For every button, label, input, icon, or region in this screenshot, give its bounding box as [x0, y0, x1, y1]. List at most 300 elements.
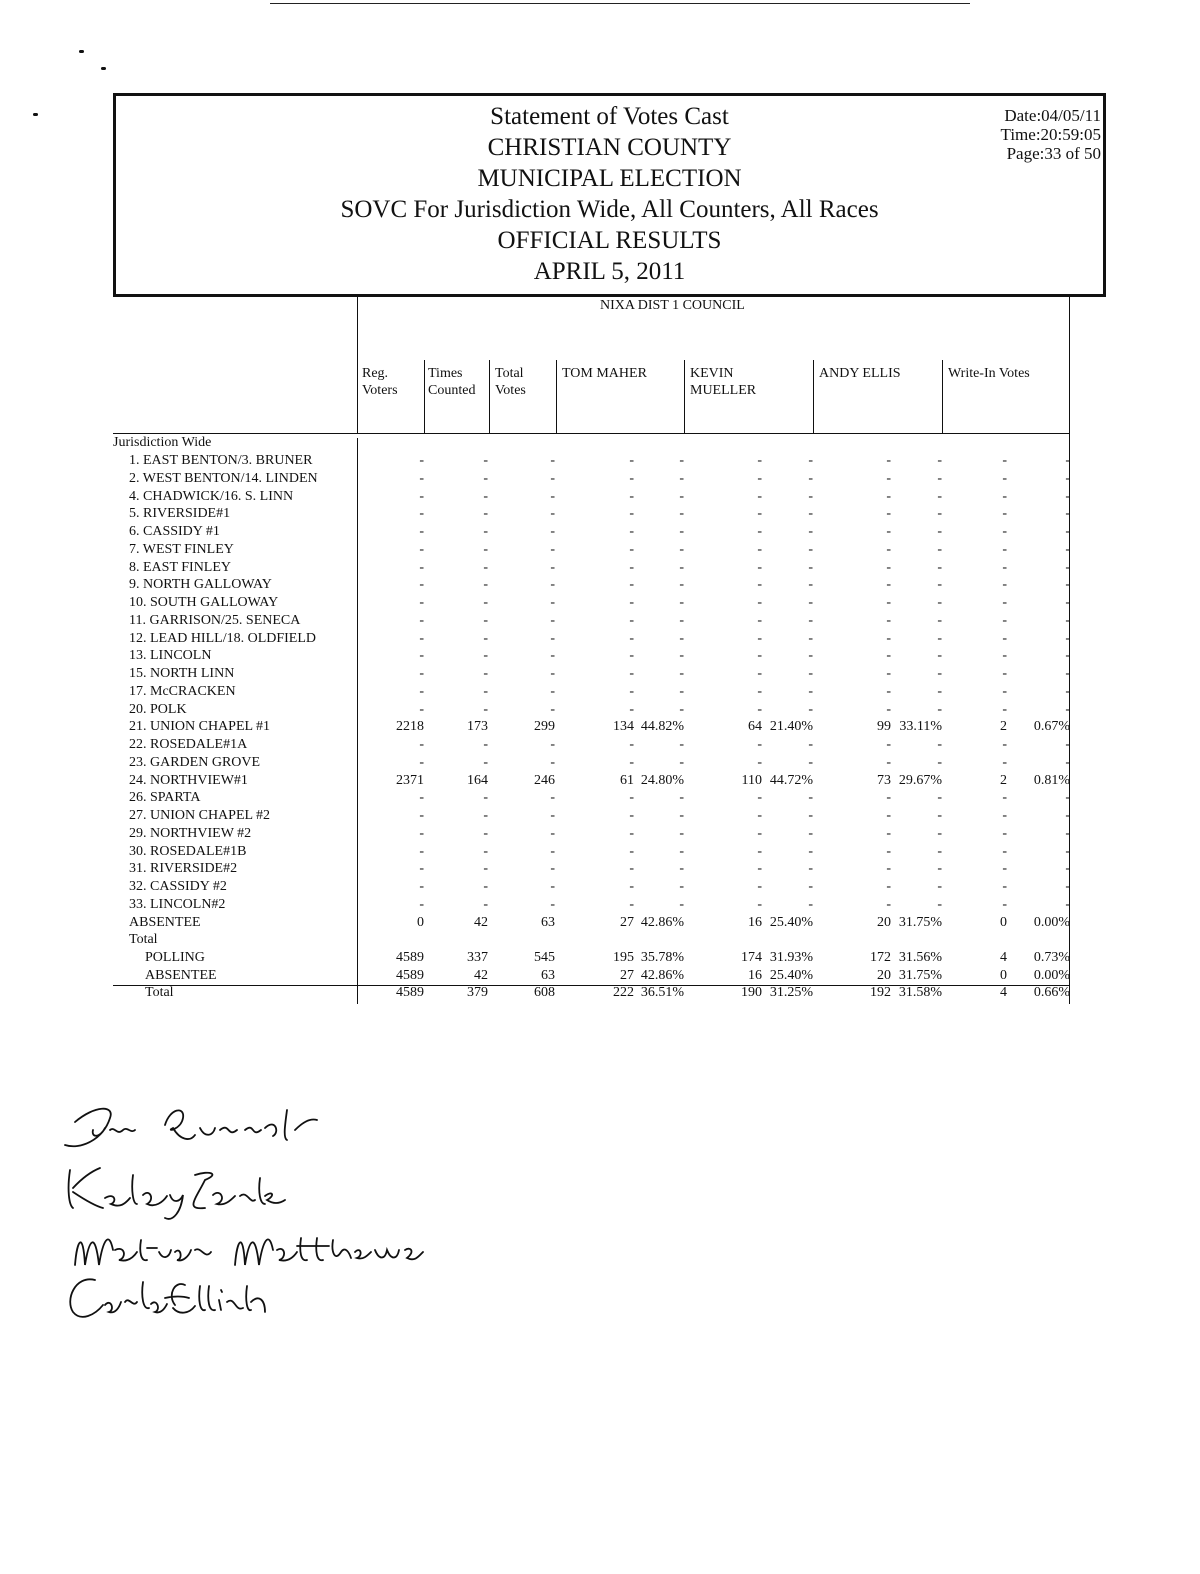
table-row-times-counted: 42	[474, 914, 488, 930]
table-row-maher-votes: -	[629, 896, 634, 912]
table-row-writein-votes: -	[1002, 648, 1007, 664]
table-row-writein-votes: 0	[1000, 914, 1007, 930]
table-row-maher-pct: -	[679, 879, 684, 894]
absentee-total-row-mueller-votes: 16	[748, 967, 762, 983]
table-row-maher-pct: 42.86%	[640, 914, 684, 930]
table-row-label: 21. UNION CHAPEL #1	[129, 719, 271, 735]
table-row-mueller-pct: -	[808, 595, 813, 610]
column-rule	[684, 360, 685, 433]
table-row-reg-voters: -	[419, 577, 424, 593]
table-row-ellis-pct: -	[937, 683, 942, 699]
table-row-ellis-votes: -	[886, 896, 891, 912]
table-row-writein-pct: -	[1065, 825, 1070, 841]
table-row-maher-votes: -	[629, 879, 634, 894]
table-row-writein-pct: -	[1065, 666, 1070, 681]
table-row-writein-votes: -	[1002, 666, 1007, 681]
table-row-label: 23. GARDEN GROVE	[129, 754, 261, 770]
table-row-writein-pct: -	[1065, 612, 1070, 628]
table-row-ellis-votes: -	[886, 879, 891, 894]
column-rule	[556, 360, 557, 433]
table-row-label: 24. NORTHVIEW#1	[129, 772, 248, 788]
report-scope: SOVC For Jurisdiction Wide, All Counters, All Races	[340, 196, 879, 223]
table-row-ellis-votes: -	[886, 630, 891, 646]
table-row-maher-pct: -	[679, 506, 684, 522]
table-row-writein-votes: 2	[1000, 719, 1007, 735]
table-row-writein-pct: -	[1065, 861, 1070, 877]
column-rule	[357, 438, 358, 1004]
table-row-times-counted: -	[483, 843, 488, 859]
grand-total-row-maher-pct: 36.51%	[640, 984, 684, 1000]
table-row-writein-votes: -	[1002, 825, 1007, 841]
table-row-maher-votes: -	[629, 808, 634, 823]
print-date: Date:04/05/11	[1004, 106, 1101, 125]
table-row-mueller-pct: -	[808, 470, 813, 486]
grand-total-row-mueller-pct: 31.25%	[769, 984, 813, 1000]
scan-speck	[101, 67, 106, 70]
absentee-total-row-maher-pct: 42.86%	[640, 967, 684, 983]
table-row-label: 15. NORTH LINN	[129, 666, 235, 681]
report-header	[113, 93, 1106, 297]
table-row-maher-votes: -	[629, 612, 634, 628]
absentee-total-row-writein-pct: 0.00%	[1033, 967, 1070, 983]
table-row-label: 32. CASSIDY #2	[129, 879, 227, 894]
table-row-writein-pct: -	[1065, 701, 1070, 717]
table-row-mueller-pct: 44.72%	[769, 772, 813, 788]
table-row-ellis-votes: -	[886, 737, 891, 752]
col-candidate-kevin-mueller: KEVIN MUELLER	[690, 366, 757, 398]
table-row-mueller-votes: -	[757, 453, 762, 468]
table-row-ellis-pct: -	[937, 843, 942, 859]
header-rule	[113, 433, 1070, 434]
table-row-writein-votes: -	[1002, 701, 1007, 717]
section-label: Jurisdiction Wide	[113, 435, 212, 450]
table-row-ellis-votes: -	[886, 612, 891, 628]
table-row-writein-pct: -	[1065, 630, 1070, 646]
polling-row-writein-votes: 4	[1000, 950, 1007, 965]
table-row-reg-voters: -	[419, 843, 424, 859]
table-row-mueller-votes: -	[757, 666, 762, 681]
table-row-reg-voters: -	[419, 790, 424, 806]
table-row-reg-voters: -	[419, 666, 424, 681]
table-row-mueller-votes: -	[757, 825, 762, 841]
table-row-mueller-votes: 64	[748, 719, 762, 735]
table-row-total-votes: -	[550, 612, 555, 628]
table-row-writein-votes: -	[1002, 843, 1007, 859]
table-row-writein-pct: -	[1065, 559, 1070, 575]
table-row-maher-votes: -	[629, 666, 634, 681]
scan-speck	[79, 50, 84, 53]
table-row-mueller-votes: -	[757, 488, 762, 504]
absentee-total-row-times-counted: 42	[474, 967, 488, 983]
table-row-maher-votes: -	[629, 470, 634, 486]
table-row-mueller-pct: -	[808, 701, 813, 717]
table-row-mueller-pct: -	[808, 861, 813, 877]
table-row-writein-pct: -	[1065, 790, 1070, 806]
table-row-total-votes: -	[550, 453, 555, 468]
table-row-writein-pct: -	[1065, 506, 1070, 522]
table-row-mueller-pct: -	[808, 541, 813, 557]
table-row-ellis-pct: -	[937, 861, 942, 877]
table-row-total-votes: -	[550, 790, 555, 806]
table-row-mueller-pct: -	[808, 453, 813, 468]
table-row-ellis-pct: -	[937, 541, 942, 557]
grand-total-row-label: Total	[145, 984, 174, 1000]
table-row-label: 33. LINCOLN#2	[129, 896, 226, 912]
table-row-mueller-votes: -	[757, 612, 762, 628]
table-row-ellis-votes: -	[886, 577, 891, 593]
table-row-label: 7. WEST FINLEY	[129, 541, 234, 557]
table-row-reg-voters: -	[419, 825, 424, 841]
table-row-writein-pct: -	[1065, 879, 1070, 894]
grand-total-row-maher-votes: 222	[613, 984, 634, 1000]
table-row-reg-voters: -	[419, 488, 424, 504]
table-row-ellis-votes: -	[886, 825, 891, 841]
table-row-ellis-votes: -	[886, 701, 891, 717]
table-row-reg-voters: -	[419, 861, 424, 877]
results-status: OFFICIAL RESULTS	[497, 227, 722, 254]
total-section-label: Total	[129, 932, 158, 948]
table-row-mueller-votes: -	[757, 808, 762, 823]
table-row-total-votes: -	[550, 808, 555, 823]
table-row-total-votes: 63	[541, 914, 555, 930]
table-row-ellis-votes: -	[886, 506, 891, 522]
table-row-total-votes: -	[550, 559, 555, 575]
table-row-ellis-votes: -	[886, 541, 891, 557]
column-rule	[813, 360, 814, 433]
grand-total-row-mueller-votes: 190	[741, 984, 762, 1000]
table-row-ellis-votes: -	[886, 790, 891, 806]
table-row-ellis-pct: -	[937, 825, 942, 841]
table-row-times-counted: -	[483, 648, 488, 664]
polling-row-total-votes: 545	[534, 950, 555, 965]
polling-row-writein-pct: 0.73%	[1033, 950, 1070, 965]
table-row-mueller-votes: -	[757, 861, 762, 877]
table-row-label: 9. NORTH GALLOWAY	[129, 577, 272, 593]
table-row-maher-votes: -	[629, 683, 634, 699]
table-row-writein-pct: -	[1065, 896, 1070, 912]
table-row-mueller-pct: 25.40%	[769, 914, 813, 930]
table-row-maher-votes: 61	[620, 772, 634, 788]
table-row-ellis-pct: -	[937, 488, 942, 504]
table-row-ellis-pct: -	[937, 453, 942, 468]
table-row-maher-pct: -	[679, 861, 684, 877]
table-row-maher-pct: 44.82%	[640, 719, 684, 735]
top-border-line	[270, 3, 970, 4]
table-row-reg-voters: -	[419, 648, 424, 664]
table-row-reg-voters: -	[419, 470, 424, 486]
table-row-total-votes: -	[550, 541, 555, 557]
table-row-label: 22. ROSEDALE#1A	[129, 737, 248, 752]
table-row-maher-pct: -	[679, 790, 684, 806]
table-row-ellis-votes: -	[886, 488, 891, 504]
table-row-mueller-votes: -	[757, 754, 762, 770]
table-row-writein-votes: -	[1002, 737, 1007, 752]
table-row-times-counted: -	[483, 683, 488, 699]
table-row-total-votes: -	[550, 825, 555, 841]
col-candidate-tom-maher: TOM MAHER	[562, 366, 647, 381]
signature-3	[75, 1238, 423, 1265]
table-row-total-votes: -	[550, 524, 555, 539]
polling-row-times-counted: 337	[467, 950, 488, 965]
table-row-writein-votes: -	[1002, 630, 1007, 646]
table-row-ellis-pct: -	[937, 666, 942, 681]
table-row-ellis-votes: -	[886, 453, 891, 468]
county-name: CHRISTIAN COUNTY	[487, 134, 732, 161]
table-row-maher-pct: -	[679, 612, 684, 628]
grand-total-row-ellis-pct: 31.58%	[898, 984, 942, 1000]
table-row-writein-votes: -	[1002, 577, 1007, 593]
table-row-reg-voters: -	[419, 754, 424, 770]
table-row-mueller-pct: -	[808, 506, 813, 522]
col-write-in: Write-In Votes	[948, 366, 1030, 381]
table-row-ellis-pct: 33.11%	[899, 719, 942, 735]
grand-total-row-total-votes: 608	[534, 984, 555, 1000]
table-row-label: 13. LINCOLN	[129, 648, 212, 664]
table-row-mueller-votes: -	[757, 790, 762, 806]
table-row-maher-pct: -	[679, 488, 684, 504]
table-row-mueller-pct: -	[808, 879, 813, 894]
table-row-label: 11. GARRISON/25. SENECA	[129, 612, 301, 628]
column-rule	[489, 360, 490, 433]
table-row-total-votes: -	[550, 861, 555, 877]
polling-row-ellis-votes: 172	[870, 950, 891, 965]
table-row-times-counted: -	[483, 541, 488, 557]
table-row-ellis-votes: -	[886, 808, 891, 823]
table-row-maher-pct: -	[679, 630, 684, 646]
grand-total-row-times-counted: 379	[467, 984, 488, 1000]
signature-1	[65, 1109, 317, 1147]
table-row-times-counted: -	[483, 808, 488, 823]
table-row-times-counted: -	[483, 825, 488, 841]
table-row-total-votes: -	[550, 630, 555, 646]
table-row-ellis-votes: -	[886, 666, 891, 681]
table-row-writein-pct: 0.81%	[1033, 772, 1070, 788]
table-row-total-votes: -	[550, 648, 555, 664]
table-row-label: 10. SOUTH GALLOWAY	[129, 595, 279, 610]
table-row-reg-voters: -	[419, 524, 424, 539]
table-row-ellis-pct: 29.67%	[898, 772, 942, 788]
table-row-maher-votes: -	[629, 559, 634, 575]
table-row-ellis-votes: -	[886, 470, 891, 486]
table-row-ellis-votes: -	[886, 843, 891, 859]
table-row-ellis-votes: -	[886, 861, 891, 877]
table-row-ellis-pct: -	[937, 790, 942, 806]
table-row-writein-votes: 2	[1000, 772, 1007, 788]
table-row-mueller-pct: -	[808, 666, 813, 681]
table-row-maher-pct: -	[679, 470, 684, 486]
table-row-maher-votes: -	[629, 506, 634, 522]
table-row-times-counted: -	[483, 612, 488, 628]
polling-row-mueller-pct: 31.93%	[769, 950, 813, 965]
table-row-total-votes: -	[550, 470, 555, 486]
table-row-writein-votes: -	[1002, 808, 1007, 823]
table-row-maher-pct: -	[679, 754, 684, 770]
table-row-maher-pct: -	[679, 595, 684, 610]
table-row-writein-pct: -	[1065, 737, 1070, 752]
signature-4	[70, 1279, 265, 1317]
table-row-times-counted: -	[483, 790, 488, 806]
table-row-ellis-pct: -	[937, 595, 942, 610]
table-row-label: 26. SPARTA	[129, 790, 201, 806]
table-row-ellis-votes: 99	[877, 719, 891, 735]
table-row-mueller-votes: 110	[741, 772, 762, 788]
table-row-mueller-votes: -	[757, 559, 762, 575]
table-row-label: 17. McCRACKEN	[129, 683, 236, 699]
table-row-maher-pct: -	[679, 648, 684, 664]
table-row-reg-voters: -	[419, 612, 424, 628]
table-row-ellis-pct: -	[937, 630, 942, 646]
table-row-times-counted: -	[483, 666, 488, 681]
table-row-label: 4. CHADWICK/16. S. LINN	[129, 488, 294, 504]
table-row-times-counted: -	[483, 896, 488, 912]
signature-2	[69, 1168, 285, 1219]
table-row-mueller-pct: 21.40%	[769, 719, 813, 735]
table-row-times-counted: -	[483, 470, 488, 486]
table-row-maher-pct: 24.80%	[640, 772, 684, 788]
table-row-times-counted: -	[483, 754, 488, 770]
table-row-writein-pct: -	[1065, 470, 1070, 486]
table-row-ellis-votes: -	[886, 524, 891, 539]
table-row-maher-votes: 27	[620, 914, 634, 930]
table-row-label: 6. CASSIDY #1	[129, 524, 220, 539]
col-total-votes: Total Votes	[495, 366, 526, 398]
table-row-writein-votes: -	[1002, 470, 1007, 486]
table-row-maher-pct: -	[679, 524, 684, 539]
table-row-ellis-pct: -	[937, 559, 942, 575]
race-title: NIXA DIST 1 COUNCIL	[600, 298, 745, 313]
table-row-mueller-votes: -	[757, 701, 762, 717]
table-row-reg-voters: 0	[417, 914, 424, 930]
table-row-writein-pct: -	[1065, 683, 1070, 699]
table-row-writein-votes: -	[1002, 488, 1007, 504]
table-row-maher-pct: -	[679, 843, 684, 859]
table-row-writein-pct: -	[1065, 648, 1070, 664]
table-row-ellis-pct: -	[937, 577, 942, 593]
table-row-writein-pct: -	[1065, 808, 1070, 823]
table-row-mueller-pct: -	[808, 808, 813, 823]
table-row-maher-votes: -	[629, 648, 634, 664]
table-row-writein-pct: 0.67%	[1033, 719, 1070, 735]
table-row-total-votes: -	[550, 577, 555, 593]
table-row-writein-votes: -	[1002, 790, 1007, 806]
table-row-maher-pct: -	[679, 825, 684, 841]
table-row-writein-pct: -	[1065, 595, 1070, 610]
table-row-mueller-pct: -	[808, 577, 813, 593]
table-row-reg-voters: 2371	[396, 772, 424, 788]
table-row-mueller-votes: -	[757, 595, 762, 610]
table-row-reg-voters: -	[419, 453, 424, 468]
table-row-ellis-pct: -	[937, 470, 942, 486]
table-row-writein-pct: -	[1065, 453, 1070, 468]
table-row-writein-votes: -	[1002, 896, 1007, 912]
absentee-total-row-reg-voters: 4589	[396, 967, 424, 983]
table-row-maher-pct: -	[679, 737, 684, 752]
table-row-maher-pct: -	[679, 683, 684, 699]
table-row-reg-voters: -	[419, 701, 424, 717]
table-row-maher-pct: -	[679, 541, 684, 557]
table-row-ellis-pct: -	[937, 701, 942, 717]
table-row-times-counted: -	[483, 506, 488, 522]
table-row-times-counted: -	[483, 595, 488, 610]
table-row-mueller-pct: -	[808, 843, 813, 859]
table-row-ellis-pct: -	[937, 506, 942, 522]
col-reg-voters: Reg. Voters	[362, 366, 398, 398]
table-row-total-votes: 299	[534, 719, 555, 735]
absentee-total-row-writein-votes: 0	[1000, 967, 1007, 983]
table-row-mueller-pct: -	[808, 754, 813, 770]
table-row-ellis-pct: -	[937, 754, 942, 770]
table-row-reg-voters: -	[419, 879, 424, 894]
table-row-maher-pct: -	[679, 453, 684, 468]
election-name: MUNICIPAL ELECTION	[477, 165, 742, 192]
table-row-mueller-pct: -	[808, 648, 813, 664]
table-row-maher-pct: -	[679, 808, 684, 823]
table-row-reg-voters: -	[419, 541, 424, 557]
grand-total-row-reg-voters: 4589	[396, 984, 424, 1000]
absentee-total-row-mueller-pct: 25.40%	[769, 967, 813, 983]
absentee-total-row-total-votes: 63	[541, 967, 555, 983]
table-row-maher-pct: -	[679, 666, 684, 681]
table-row-writein-pct: -	[1065, 754, 1070, 770]
table-row-mueller-votes: -	[757, 843, 762, 859]
table-row-writein-pct: -	[1065, 843, 1070, 859]
table-row-mueller-pct: -	[808, 896, 813, 912]
table-row-mueller-votes: -	[757, 896, 762, 912]
table-row-writein-votes: -	[1002, 559, 1007, 575]
table-row-ellis-pct: -	[937, 612, 942, 628]
table-row-times-counted: -	[483, 524, 488, 539]
election-date: APRIL 5, 2011	[533, 258, 686, 285]
absentee-total-row-label: ABSENTEE	[145, 967, 217, 983]
table-row-mueller-votes: 16	[748, 914, 762, 930]
table-row-ellis-votes: 73	[877, 772, 891, 788]
table-row-times-counted: -	[483, 701, 488, 717]
table-row-times-counted: -	[483, 861, 488, 877]
column-rule	[942, 360, 943, 433]
table-row-maher-votes: -	[629, 488, 634, 504]
table-row-maher-votes: -	[629, 630, 634, 646]
print-time: Time:20:59:05	[1000, 125, 1101, 144]
table-row-ellis-votes: -	[886, 559, 891, 575]
table-row-ellis-votes: -	[886, 683, 891, 699]
table-row-total-votes: -	[550, 666, 555, 681]
table-row-writein-pct: -	[1065, 541, 1070, 557]
table-row-ellis-votes: -	[886, 648, 891, 664]
table-row-total-votes: -	[550, 488, 555, 504]
table-row-times-counted: -	[483, 453, 488, 468]
table-row-maher-pct: -	[679, 577, 684, 593]
table-row-writein-pct: -	[1065, 488, 1070, 504]
table-row-reg-voters: -	[419, 737, 424, 752]
table-row-ellis-pct: -	[937, 808, 942, 823]
table-row-maher-votes: -	[629, 577, 634, 593]
table-row-times-counted: -	[483, 488, 488, 504]
grand-total-row-ellis-votes: 192	[870, 984, 891, 1000]
col-candidate-andy-ellis: ANDY ELLIS	[819, 366, 901, 381]
table-row-writein-votes: -	[1002, 861, 1007, 877]
table-row-writein-pct: 0.00%	[1033, 914, 1070, 930]
table-row-total-votes: -	[550, 683, 555, 699]
table-row-writein-votes: -	[1002, 595, 1007, 610]
table-row-total-votes: -	[550, 701, 555, 717]
table-row-mueller-votes: -	[757, 683, 762, 699]
table-row-ellis-votes: -	[886, 595, 891, 610]
table-row-writein-pct: -	[1065, 524, 1070, 539]
table-row-writein-votes: -	[1002, 541, 1007, 557]
table-row-writein-votes: -	[1002, 506, 1007, 522]
table-row-maher-pct: -	[679, 896, 684, 912]
table-row-writein-pct: -	[1065, 577, 1070, 593]
